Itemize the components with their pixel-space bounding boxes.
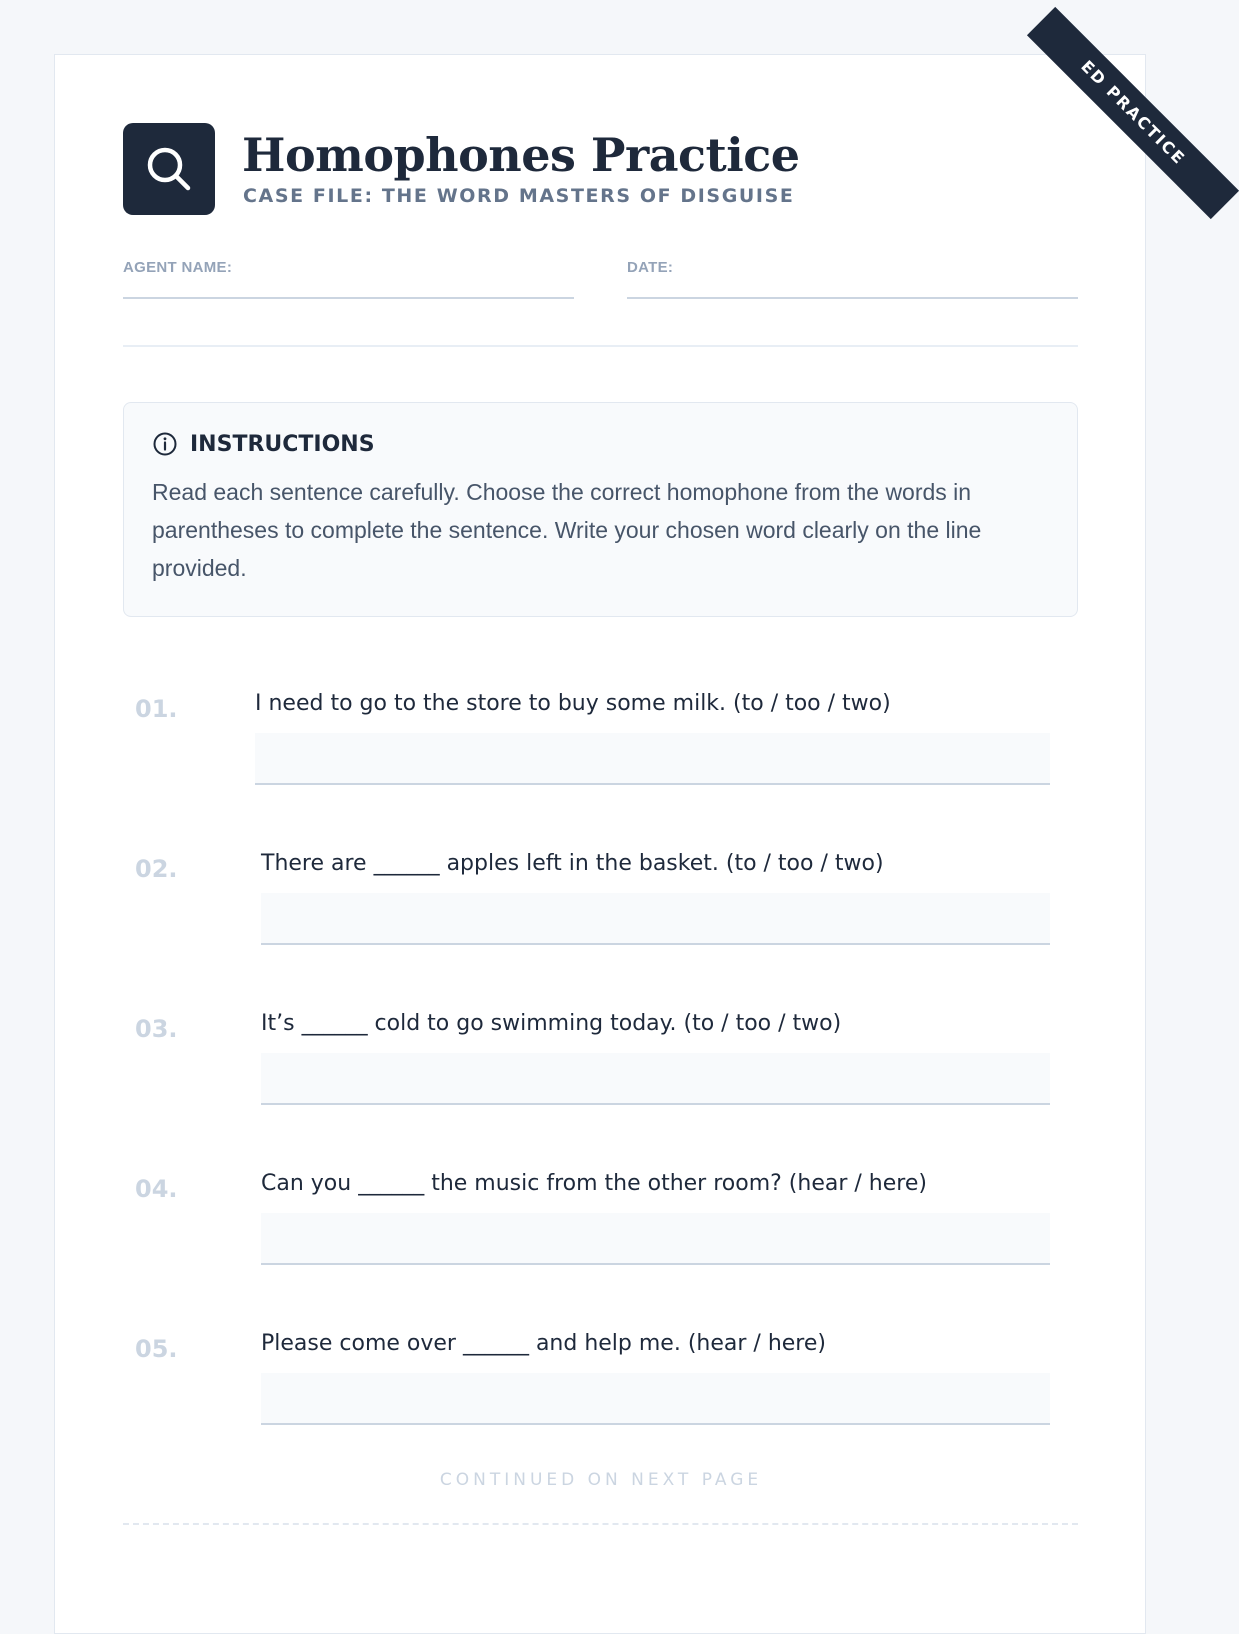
question-text: Can you ______ the music from the other room? (hear / here) (261, 1171, 927, 1196)
question-text: Please come over ______ and help me. (hear / here) (261, 1331, 826, 1356)
question-number: 04. (135, 1175, 178, 1203)
corner-ribbon (995, 55, 1190, 205)
date-field[interactable] (627, 259, 1078, 299)
page-subtitle: CASE FILE: THE WORD MASTERS OF DISGUISE (243, 185, 795, 207)
header-divider (123, 345, 1078, 347)
question-text: It’s ______ cold to go swimming today. (to / too / two) (261, 1011, 842, 1036)
question-number: 03. (135, 1015, 178, 1043)
answer-line[interactable] (261, 1373, 1050, 1425)
question-number: 02. (135, 855, 178, 883)
instructions-title: INSTRUCTIONS (190, 431, 375, 457)
logo-badge (123, 123, 215, 215)
question-text: I need to go to the store to buy some milk. (to / too / two) (255, 691, 891, 716)
page-title: Homophones Practice (242, 128, 800, 182)
answer-line[interactable] (261, 1213, 1050, 1265)
worksheet-page (54, 54, 1190, 1634)
answer-line[interactable] (261, 893, 1050, 945)
continued-note: CONTINUED ON NEXT PAGE (439, 1470, 763, 1490)
question-number: 05. (135, 1335, 178, 1363)
question-number: 01. (135, 695, 178, 723)
answer-line[interactable] (255, 733, 1050, 785)
page-break-divider (123, 1523, 1078, 1525)
agent-name-label: AGENT NAME: (123, 259, 233, 276)
question-text: There are ______ apples left in the basket. (to / too / two) (261, 851, 884, 876)
info-icon (152, 431, 178, 457)
date-label: DATE: (627, 259, 674, 276)
search-icon (145, 145, 193, 193)
agent-name-field[interactable] (123, 259, 574, 299)
instructions-panel (123, 402, 1078, 617)
ribbon-label: ED PRACTICE (1027, 7, 1239, 219)
instructions-text: Read each sentence carefully. Choose the correct homophone from the words in parentheses to complete the sentence. Write your chosen word clearly on the line provided. (152, 479, 982, 581)
answer-line[interactable] (261, 1053, 1050, 1105)
